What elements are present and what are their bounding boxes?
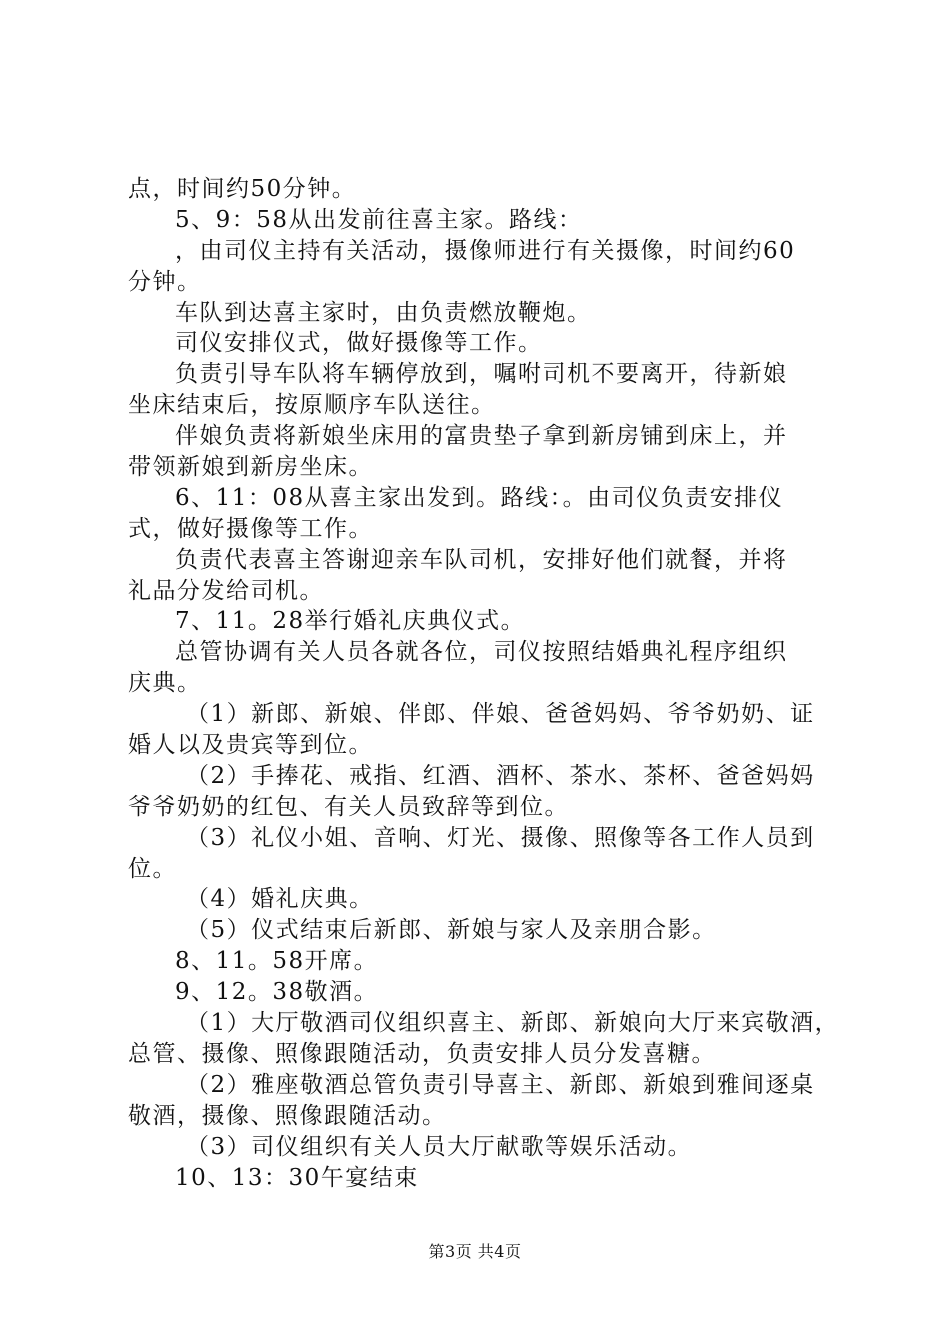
text-line: 庆典。 xyxy=(128,670,202,697)
text-line: （5）仪式结束后新郎、新娘与家人及亲朋合影。 xyxy=(186,917,717,944)
text-line: 负责引导车队将车辆停放到，嘱咐司机不要离开，待新娘 xyxy=(175,361,788,388)
text-line: 带领新娘到新房坐床。 xyxy=(128,454,373,481)
text-line: ，由司仪主持有关活动，摄像师进行有关摄像，时间约60 xyxy=(175,237,796,264)
page-footer: 第3页 共4页 xyxy=(428,1242,522,1261)
text-line: （1）新郎、新娘、伴郎、伴娘、爸爸妈妈、爷爷奶奶、证 xyxy=(186,701,815,728)
text-line: 司仪安排仪式，做好摄像等工作。 xyxy=(175,330,543,357)
text-line: 礼品分发给司机。 xyxy=(128,577,324,604)
text-line: 爷爷奶奶的红包、有关人员致辞等到位。 xyxy=(128,793,569,820)
text-line: （3）礼仪小姐、音响、灯光、摄像、照像等各工作人员到 xyxy=(186,824,815,851)
text-line: （2）手捧花、戒指、红酒、酒杯、茶水、茶杯、爸爸妈妈 xyxy=(186,762,815,789)
text-line: 总管协调有关人员各就各位，司仪按照结婚典礼程序组织 xyxy=(175,639,788,666)
text-line: 6、11：08从喜主家出发到。路线：。由司仪负责安排仪 xyxy=(175,484,784,511)
text-line: 点，时间约50分钟。 xyxy=(128,176,357,202)
text-line: 8、11。58开席。 xyxy=(175,948,379,975)
text-line: 9、12。38敬酒。 xyxy=(175,979,379,1006)
text-line: 10、13：30午宴结束 xyxy=(175,1164,419,1191)
text-line: 总管、摄像、照像跟随活动，负责安排人员分发喜糖。 xyxy=(128,1040,716,1067)
text-line: （2）雅座敬酒总管负责引导喜主、新郎、新娘到雅间逐桌 xyxy=(186,1071,815,1098)
text-line: 伴娘负责将新娘坐床用的富贵垫子拿到新房铺到床上，并 xyxy=(175,423,788,450)
text-line: 负责代表喜主答谢迎亲车队司机，安排好他们就餐，并将 xyxy=(175,546,788,573)
text-line: 式，做好摄像等工作。 xyxy=(128,515,373,542)
text-line: （1）大厅敬酒司仪组织喜主、新郎、新娘向大厅来宾敬酒， xyxy=(186,1010,840,1037)
text-line: 敬酒，摄像、照像跟随活动。 xyxy=(128,1102,447,1129)
text-line: 坐床结束后，按原顺序车队送往。 xyxy=(128,392,496,419)
text-line: 5、9：58从出发前往喜主家。路线： xyxy=(175,206,583,233)
text-line: （3）司仪组织有关人员大厅献歌等娱乐活动。 xyxy=(186,1133,693,1160)
text-line: 婚人以及贵宾等到位。 xyxy=(128,732,373,759)
body-text xyxy=(128,174,840,1193)
text-line: 分钟。 xyxy=(128,268,202,295)
text-line: 车队到达喜主家时，由负责燃放鞭炮。 xyxy=(175,299,592,326)
text-line: 位。 xyxy=(128,855,177,882)
text-line: （4）婚礼庆典。 xyxy=(186,886,374,913)
text-line: 7、11。28举行婚礼庆典仪式。 xyxy=(175,608,526,635)
